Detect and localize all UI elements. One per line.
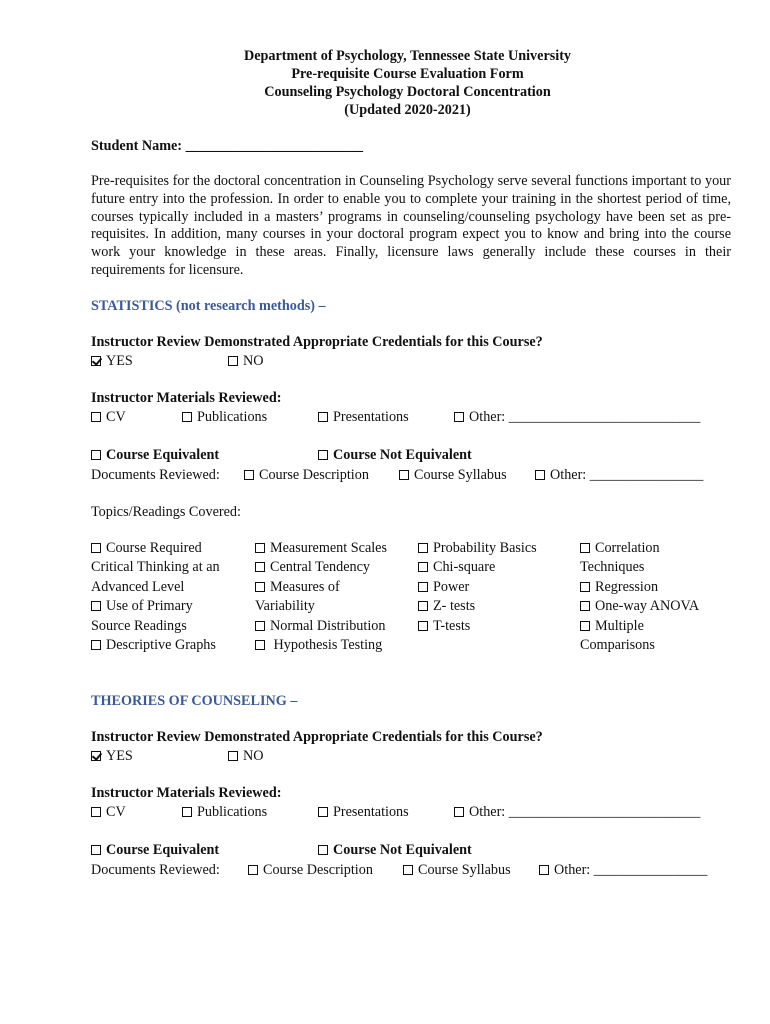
checkbox-icon[interactable]: [91, 845, 101, 855]
topic-text: Variability: [255, 598, 315, 615]
topic-text: Advanced Level: [91, 578, 185, 595]
checkbox-icon[interactable]: [418, 601, 428, 611]
stats-review-question: Instructor Review Demonstrated Appropriate Credentials for this Course?: [91, 334, 543, 350]
theories-no-option[interactable]: NO: [228, 747, 264, 765]
theories-other-option[interactable]: Other: ___________________________: [454, 803, 700, 821]
topic-regression[interactable]: Regression: [580, 578, 699, 597]
theories-course-syllabus-option[interactable]: Course Syllabus: [403, 861, 511, 879]
checkbox-icon[interactable]: [403, 865, 413, 875]
checkbox-icon[interactable]: [539, 865, 549, 875]
stats-presentations-option[interactable]: Presentations: [318, 408, 409, 426]
checkbox-icon[interactable]: [228, 356, 238, 366]
stats-course-description-option[interactable]: Course Description: [244, 466, 369, 484]
topics-column-2: [255, 539, 387, 655]
topic-course-required[interactable]: Course Required: [91, 539, 220, 558]
topic-z-tests[interactable]: Z- tests: [418, 597, 537, 616]
checkbox-icon[interactable]: [182, 412, 192, 422]
checkbox-icon[interactable]: [91, 601, 101, 611]
topics-column-3: [418, 539, 537, 636]
checkbox-icon[interactable]: [580, 601, 590, 611]
checkbox-icon[interactable]: [244, 470, 254, 480]
checkbox-icon[interactable]: [91, 412, 101, 422]
stats-topics-label: Topics/Readings Covered:: [91, 504, 241, 520]
checkbox-icon[interactable]: [535, 470, 545, 480]
checkbox-icon[interactable]: [255, 562, 265, 572]
theories-not-equivalent-option[interactable]: Course Not Equivalent: [318, 841, 472, 859]
checkbox-icon[interactable]: [255, 543, 265, 553]
checkbox-icon[interactable]: [418, 543, 428, 553]
section-title-statistics: STATISTICS (not research methods) –: [91, 298, 326, 314]
form-header-department: Department of Psychology, Tennessee State University: [243, 48, 572, 64]
form-header-updated: (Updated 2020-2021): [344, 102, 471, 118]
theories-equivalent-option[interactable]: Course Equivalent: [91, 841, 219, 859]
topic-t-tests[interactable]: T-tests: [418, 617, 537, 636]
topic-descriptive-graphs[interactable]: Descriptive Graphs: [91, 636, 220, 655]
checkbox-icon[interactable]: [580, 543, 590, 553]
checkbox-icon[interactable]: [255, 582, 265, 592]
stats-other-option[interactable]: Other: ___________________________: [454, 408, 700, 426]
topic-chi-square[interactable]: Chi-square: [418, 558, 537, 577]
stats-materials-label: Instructor Materials Reviewed:: [91, 390, 282, 406]
intro-paragraph: Pre-requisites for the doctoral concentration in Counseling Psychology serve several functions important to your future entry into the profession. In order to enable you to complete your training in the shortest period of time, courses typically included in a masters’ programs in counseling/counseling psychology have been set as pre-requisites. In addition, many courses in your doctoral program expect you to know and bring into the course work your knowledge in these areas. Finally, licensure laws generally include these courses in their requirements for licensure.: [91, 173, 731, 278]
checkbox-icon[interactable]: [91, 807, 101, 817]
checkbox-icon[interactable]: [418, 582, 428, 592]
checkbox-checked-icon[interactable]: [91, 751, 101, 761]
theories-review-question: Instructor Review Demonstrated Appropriate Credentials for this Course?: [91, 729, 543, 745]
topic-primary-sources[interactable]: Use of Primary: [91, 597, 220, 616]
checkbox-icon[interactable]: [91, 543, 101, 553]
checkbox-icon[interactable]: [182, 807, 192, 817]
form-header-program: Counseling Psychology Doctoral Concentration: [264, 84, 551, 100]
checkbox-icon[interactable]: [399, 470, 409, 480]
checkbox-icon[interactable]: [580, 582, 590, 592]
theories-docs-label: Documents Reviewed:: [91, 862, 220, 878]
stats-publications-option[interactable]: Publications: [182, 408, 267, 426]
theories-cv-option[interactable]: CV: [91, 803, 126, 821]
theories-publications-option[interactable]: Publications: [182, 803, 267, 821]
stats-yes-option[interactable]: YES: [91, 352, 133, 370]
checkbox-icon[interactable]: [91, 450, 101, 460]
topics-column-1: [91, 539, 220, 655]
topic-probability-basics[interactable]: Probability Basics: [418, 539, 537, 558]
checkbox-icon[interactable]: [318, 412, 328, 422]
topics-column-4: [580, 539, 699, 655]
checkbox-icon[interactable]: [418, 621, 428, 631]
student-name-field[interactable]: Student Name: _________________________: [91, 138, 363, 154]
topic-hypothesis-testing[interactable]: Hypothesis Testing: [255, 636, 387, 655]
checkbox-icon[interactable]: [228, 751, 238, 761]
checkbox-icon[interactable]: [418, 562, 428, 572]
checkbox-icon[interactable]: [318, 807, 328, 817]
theories-presentations-option[interactable]: Presentations: [318, 803, 409, 821]
form-header-title: Pre-requisite Course Evaluation Form: [291, 66, 524, 82]
topic-text: Techniques: [580, 559, 645, 576]
topic-one-way-anova[interactable]: One-way ANOVA: [580, 597, 699, 616]
topic-normal-distribution[interactable]: Normal Distribution: [255, 617, 387, 636]
topic-correlation[interactable]: Correlation: [580, 539, 699, 558]
checkbox-icon[interactable]: [454, 807, 464, 817]
checkbox-icon[interactable]: [580, 621, 590, 631]
stats-cv-option[interactable]: CV: [91, 408, 126, 426]
topic-central-tendency[interactable]: Central Tendency: [255, 558, 387, 577]
theories-materials-label: Instructor Materials Reviewed:: [91, 785, 282, 801]
topic-text: Critical Thinking at an: [91, 559, 220, 576]
checkbox-icon[interactable]: [248, 865, 258, 875]
checkbox-icon[interactable]: [255, 621, 265, 631]
topic-power[interactable]: Power: [418, 578, 537, 597]
checkbox-icon[interactable]: [91, 640, 101, 650]
checkbox-icon[interactable]: [318, 450, 328, 460]
stats-not-equivalent-option[interactable]: Course Not Equivalent: [318, 446, 472, 464]
checkbox-checked-icon[interactable]: [91, 356, 101, 366]
theories-yes-option[interactable]: YES: [91, 747, 133, 765]
topic-measurement-scales[interactable]: Measurement Scales: [255, 539, 387, 558]
checkbox-icon[interactable]: [318, 845, 328, 855]
stats-equivalent-option[interactable]: Course Equivalent: [91, 446, 219, 464]
stats-course-syllabus-option[interactable]: Course Syllabus: [399, 466, 507, 484]
theories-docs-other-option[interactable]: Other: ________________: [539, 861, 707, 879]
topic-measures-variability[interactable]: Measures of: [255, 578, 387, 597]
topic-multiple-comparisons[interactable]: Multiple: [580, 617, 699, 636]
stats-docs-other-option[interactable]: Other: ________________: [535, 466, 703, 484]
stats-no-option[interactable]: NO: [228, 352, 264, 370]
topic-text: Source Readings: [91, 617, 187, 634]
section-title-theories: THEORIES OF COUNSELING –: [91, 693, 298, 709]
theories-course-description-option[interactable]: Course Description: [248, 861, 373, 879]
checkbox-icon[interactable]: [255, 640, 265, 650]
checkbox-icon[interactable]: [454, 412, 464, 422]
topic-text: Comparisons: [580, 637, 655, 654]
stats-docs-label: Documents Reviewed:: [91, 467, 220, 483]
